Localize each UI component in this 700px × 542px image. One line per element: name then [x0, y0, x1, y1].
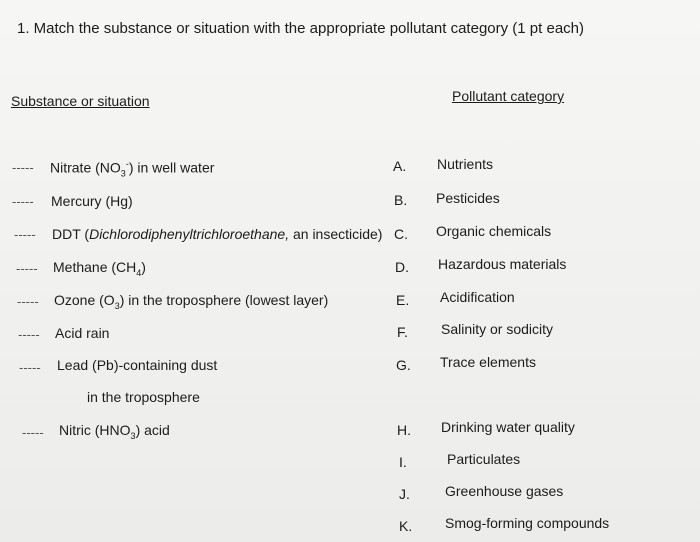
question-title: 1. Match the substance or situation with the appropriate pollutant category (1 pt each): [17, 20, 584, 37]
category-letter-b: B.: [394, 192, 408, 208]
category-letter-h: H.: [397, 422, 411, 438]
substance-methane: Methane $(CH_4)$: [53, 259, 146, 278]
category-label-f: Salinity or sodicity: [441, 321, 554, 337]
category-letter-k: K.: [399, 518, 413, 534]
category-label-b: Pesticides: [436, 190, 500, 206]
category-letter-i: I.: [399, 454, 407, 470]
answer-blank-3: -----: [14, 227, 36, 242]
substance-ozone: Ozone $(O_3)$ in the troposphere (lowest layer): [54, 292, 329, 311]
category-label-g: Trace elements: [440, 354, 536, 370]
answer-blank-2: -----: [12, 194, 34, 209]
category-header: Pollutant category: [452, 88, 565, 104]
category-letter-j: J.: [399, 486, 410, 502]
category-label-d: Hazardous materials: [438, 256, 567, 272]
category-label-a: Nutrients: [437, 156, 494, 172]
category-letter-e: E.: [396, 292, 410, 308]
category-label-i: Particulates: [447, 451, 521, 467]
category-label-c: Organic chemicals: [436, 223, 552, 239]
category-label-e: Acidification: [440, 289, 515, 305]
category-letter-c: C.: [394, 226, 408, 242]
category-label-k: Smog-forming compounds: [445, 515, 610, 531]
answer-blank-1: -----: [12, 160, 34, 175]
answer-blank-8: -----: [22, 425, 44, 440]
substance-nitrate: Nitrate $(NO_3^-)$ in well water: [50, 159, 215, 179]
category-label-j: Greenhouse gases: [445, 483, 564, 499]
category-label-h: Drinking water quality: [441, 419, 575, 435]
substance-header: Substance or situation: [11, 93, 150, 109]
substance-lead-dust-cont: in the troposphere: [87, 389, 200, 405]
answer-blank-6: -----: [18, 327, 40, 342]
answer-blank-5: -----: [17, 294, 39, 309]
substance-acid-rain: Acid rain: [55, 325, 110, 341]
category-letter-f: F.: [397, 324, 408, 340]
substance-lead-dust: Lead (Pb)-containing dust: [57, 357, 218, 373]
substance-ddt: DDT (Dichlorodiphenyltrichloroethane, an insecticide): [52, 226, 383, 242]
substance-nitric-acid: Nitric $(HNO_3)$ acid: [59, 422, 170, 441]
answer-blank-7: -----: [19, 360, 41, 375]
substance-mercury: Mercury (Hg): [51, 193, 133, 209]
category-letter-g: G.: [396, 357, 411, 373]
answer-blank-4: -----: [16, 261, 38, 276]
category-letter-d: D.: [395, 259, 409, 275]
category-letter-a: A.: [393, 158, 407, 174]
